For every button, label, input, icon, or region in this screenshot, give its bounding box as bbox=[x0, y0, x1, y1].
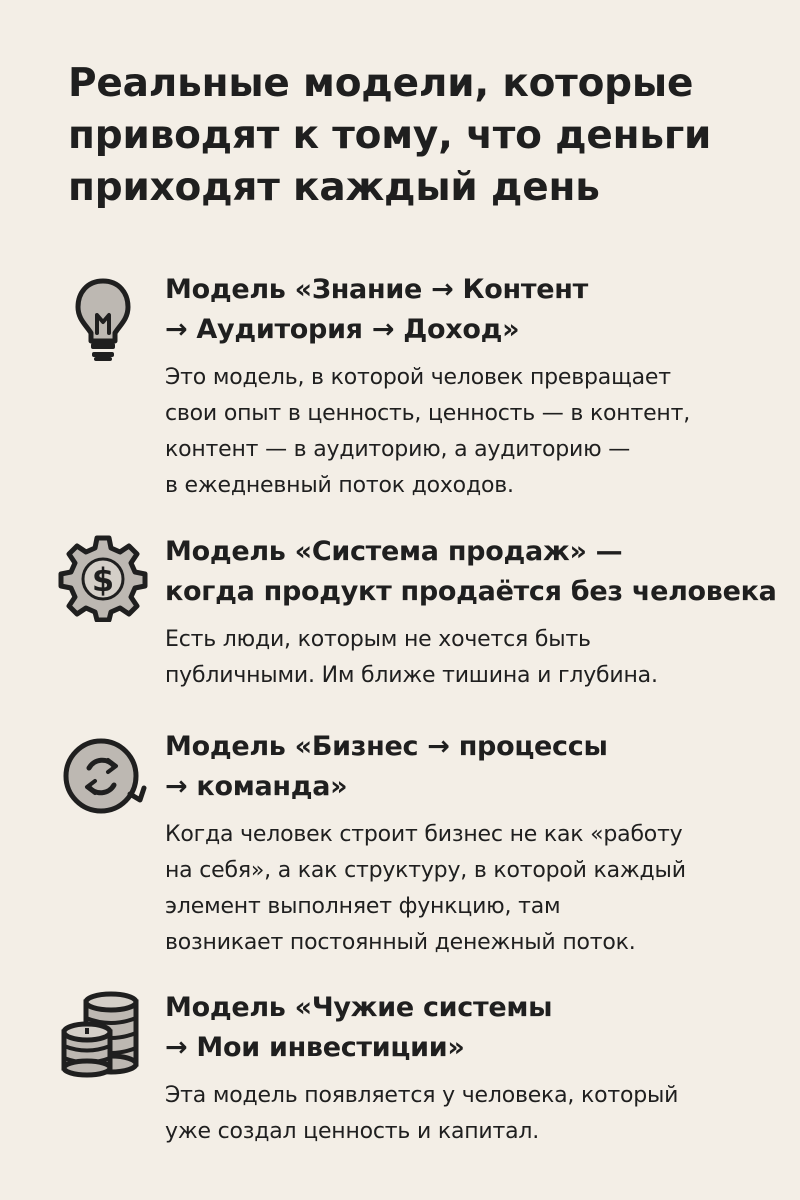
cycle-arrows-icon bbox=[58, 730, 148, 820]
model-text bbox=[165, 727, 785, 961]
model-heading: Модель «Знание → Контент → Аудитория → Доход» bbox=[165, 274, 588, 345]
page-title: Реальные модели, которые приводят к тому, что деньги приходят каждый день bbox=[68, 61, 712, 210]
model-heading: Модель «Система продаж» — когда продукт продаётся без человека bbox=[165, 536, 777, 607]
model-text bbox=[165, 270, 785, 504]
model-heading: Модель «Чужие системы → Мои инвестиции» bbox=[165, 992, 553, 1063]
model-text bbox=[165, 988, 785, 1150]
model-description: Есть люди, которым не хочется быть публичными. Им ближе тишина и глубина. bbox=[165, 627, 658, 688]
lightbulb-icon bbox=[58, 275, 148, 365]
model-description: Когда человек строит бизнес не как «работу на себя», а как структуру, в которой каждый элемент выполняет функцию, там возникает постоянный денежный поток. bbox=[165, 822, 686, 955]
dollar-gear-icon bbox=[58, 532, 148, 622]
coin-stack-icon bbox=[58, 988, 148, 1078]
model-description: Эта модель появляется у человека, который уже создал ценность и капитал. bbox=[165, 1083, 679, 1144]
svg-text:$: $ bbox=[91, 561, 115, 599]
model-heading: Модель «Бизнес → процессы → команда» bbox=[165, 731, 608, 802]
model-text bbox=[165, 532, 785, 694]
model-description: Это модель, в которой человек превращает свои опыт в ценность, ценность — в контент, контент — в аудиторию, а аудиторию — в ежедневный поток доходов. bbox=[165, 365, 691, 498]
